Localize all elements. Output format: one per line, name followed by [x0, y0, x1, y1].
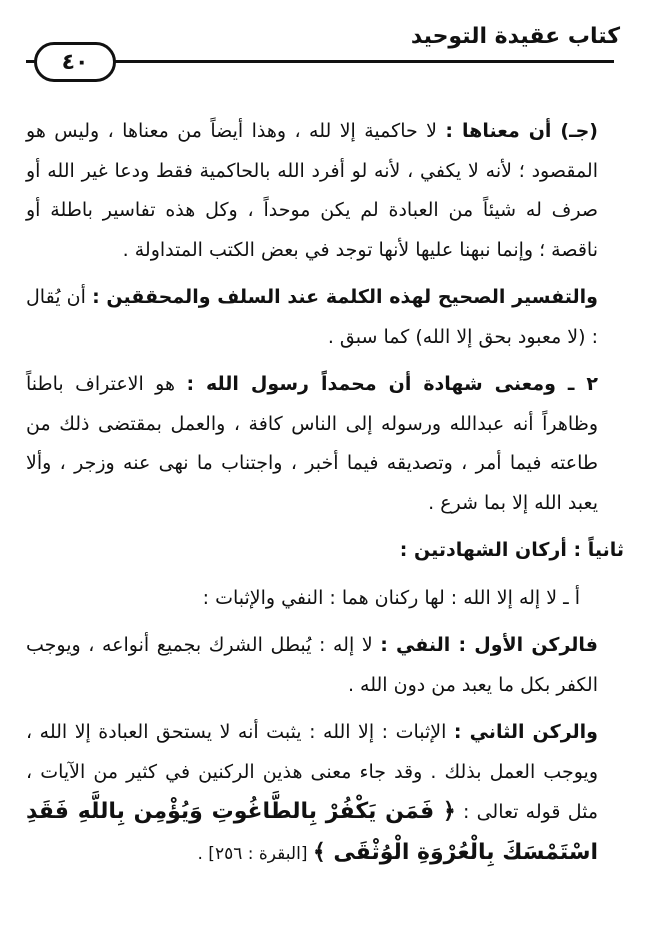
- section-heading: ثانياً : أركان الشهادتين :: [399, 539, 624, 561]
- verse-reference: [البقرة : ٢٥٦] .: [197, 843, 313, 864]
- paragraph-lead: (جـ) أن معناها :: [445, 120, 598, 142]
- paragraph-text: أن يُقال : (لا معبود بحق إلا الله) كما سبق .: [26, 286, 598, 348]
- book-title: كتاب عقيدة التوحيد: [410, 24, 620, 49]
- page-number: ٤٠: [34, 42, 116, 82]
- paragraph-text: الإثبات : إلا الله : يثبت أنه لا يستحق العبادة إلا الله ، ويوجب العمل بذلك . وقد جاء معنى هذين الركنين في كثير من الآيات ، مثل قوله تعالى :: [26, 721, 598, 823]
- paragraph-shahada-muhammad: [26, 365, 624, 523]
- paragraph-two-pillars: أ ـ لا إله إلا الله : لها ركنان هما : النفي والإثبات :: [202, 586, 580, 609]
- paragraph-lead: والتفسير الصحيح لهذه الكلمة عند السلف والمحققين :: [92, 286, 598, 308]
- paragraph-text: لا إله : يُبطل الشرك بجميع أنواعه ، ويوجب الكفر بكل ما يعبد من دون الله .: [26, 634, 598, 696]
- paragraph-lead: ٢ ـ ومعنى شهادة أن محمداً رسول الله :: [186, 373, 598, 395]
- paragraph-lead: فالركن الأول : النفي :: [380, 634, 598, 656]
- paragraph-correct-tafsir: [26, 278, 624, 357]
- page-content: [26, 112, 624, 882]
- paragraph-text: لا حاكمية إلا لله ، وهذا أيضاً من معناها ، وليس هو المقصود ؛ لأنه لا يكفي ، لأنه لو أفرد الله بالحاكمية فقط ودعا غير الله أو صرف له شيئاً من العبادة لم يكن موحداً ، وكل هذه تفاسير باطلة أو ناقصة ؛ وإنما نبهنا عليها لأنها توجد في بعض الكتب المتداولة .: [26, 120, 598, 261]
- paragraph-hakimiyya: [26, 112, 624, 270]
- paragraph-lead: والركن الثاني :: [453, 721, 598, 743]
- paragraph-text: هو الاعتراف باطناً وظاهراً أنه عبدالله ورسوله إلى الناس كافة ، والعمل بمقتضى ذلك من طاعته فيما أمر ، وتصديقه فيما أخبر ، واجتناب ما نهى عنه وزجر ، وألا يعبد الله إلا بما شرع .: [26, 373, 598, 514]
- paragraph-first-pillar: [26, 626, 624, 705]
- quran-verse: ﴿ فَمَن يَكْفُرْ بِالطَّاغُوتِ وَيُؤْمِن بِاللَّهِ فَقَدِ اسْتَمْسَكَ بِالْعُرْوَةِ الْوُثْقَى ﴾: [26, 799, 598, 865]
- paragraph-second-pillar: [26, 713, 624, 874]
